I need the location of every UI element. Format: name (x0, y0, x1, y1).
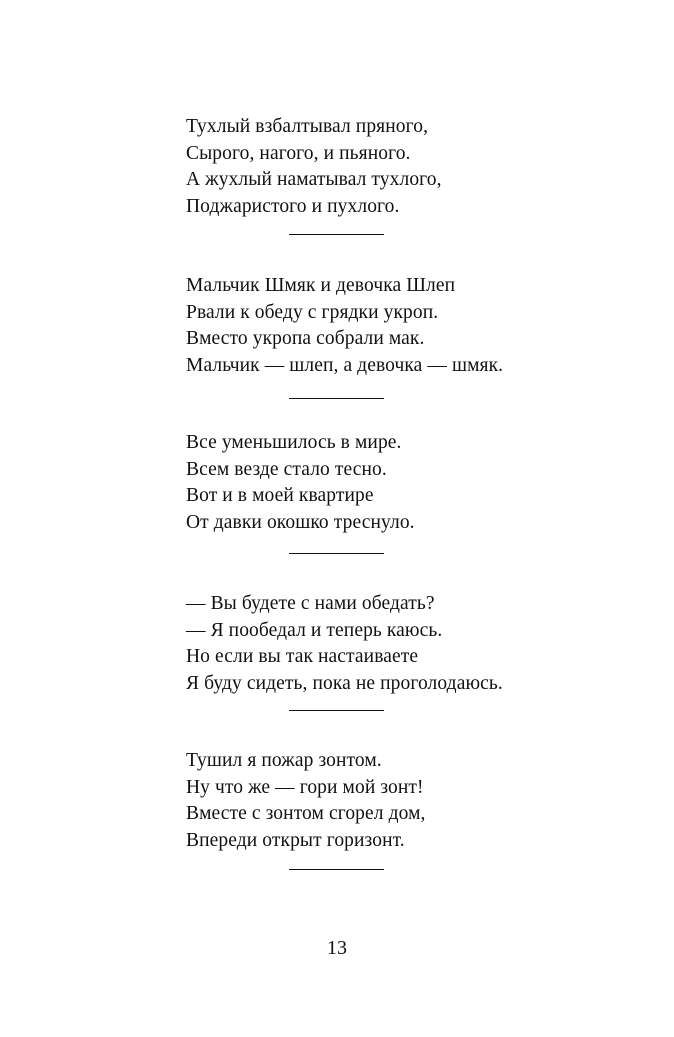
poem-line: Тушил я пожар зонтом. (186, 750, 382, 771)
poem-line: А жухлый наматывал тухлого, (186, 169, 442, 190)
poem-line: Вместо укропа собрали мак. (186, 328, 425, 349)
poem-line: — Я пообедал и теперь каюсь. (186, 619, 443, 641)
poem-line: Вот и в моей квартире (186, 485, 374, 506)
poem-divider (289, 398, 384, 399)
poem-2 (186, 273, 626, 379)
poem-line: Все уменьшилось в мире. (186, 432, 402, 453)
poem-line: Сырого, нагого, и пьяного. (186, 142, 411, 164)
poem-line: Мальчик — шлеп, а девочка — шмяк. (186, 354, 504, 376)
poem-divider (289, 553, 384, 554)
page-number: 13 (327, 937, 347, 959)
poem-line: Впереди открыт горизонт. (186, 829, 405, 851)
poem-line: Вместе с зонтом сгорел дом, (186, 803, 426, 824)
poem-divider (289, 869, 384, 870)
poem-3 (186, 430, 626, 536)
poem-line: Но если вы так настаиваете (186, 646, 419, 667)
poem-line: Тухлый взбалтывал пряного, (186, 116, 429, 137)
poem-line: — Вы будете с нами обедать? (186, 593, 435, 614)
poem-line: Я буду сидеть, пока не проголодаюсь. (186, 672, 503, 694)
poem-1 (186, 114, 626, 220)
poem-line: Мальчик Шмяк и девочка Шлеп (186, 275, 456, 296)
poem-divider (289, 710, 384, 711)
poem-line: Всем везде стало тесно. (186, 458, 387, 480)
poem-line: Рвали к обеду с грядки укроп. (186, 301, 439, 323)
poem-line: Поджаристого и пухлого. (186, 195, 400, 217)
poem-5 (186, 748, 626, 854)
poem-line: Ну что же — гори мой зонт! (186, 776, 424, 798)
poem-divider (289, 234, 384, 235)
poem-line: От давки окошко треснуло. (186, 511, 415, 533)
poem-4 (186, 591, 626, 697)
